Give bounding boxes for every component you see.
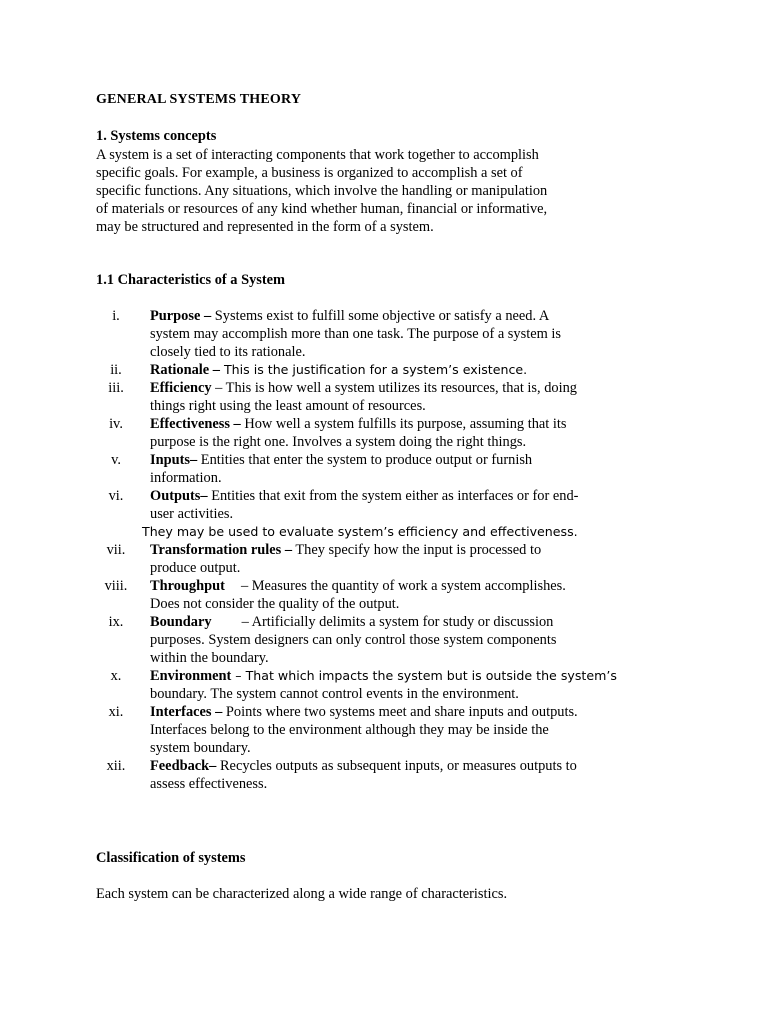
- list-item-text: – That which impacts the system but is outside the system’s: [231, 668, 617, 683]
- list-item: [96, 415, 616, 451]
- list-item: [96, 703, 616, 757]
- list-item: [96, 487, 616, 523]
- list-item-text: This is the justification for a system’s existence.: [219, 362, 528, 377]
- list-item-text: assess effectiveness.: [150, 776, 268, 792]
- list-item: [96, 379, 616, 415]
- list-item-body: [150, 487, 616, 523]
- list-item: [96, 307, 616, 361]
- outputs-note: They may be used to evaluate system’s efficiency and effectiveness.: [142, 524, 578, 539]
- list-item-term: Effectiveness –: [150, 416, 241, 432]
- list-item-text: within the boundary.: [150, 650, 269, 666]
- paragraph-line: Each system can be characterized along a wide range of characteristics.: [96, 886, 508, 902]
- list-item-term: Purpose –: [150, 308, 212, 324]
- list-item-body: [150, 613, 616, 667]
- list-item: [96, 757, 616, 793]
- list-item-term: Inputs–: [150, 452, 198, 468]
- list-item-text: – Measures the quantity of work a system accomplishes.: [240, 578, 566, 594]
- list-item-body: [150, 541, 616, 577]
- document-title: GENERAL SYSTEMS THEORY: [96, 92, 302, 107]
- list-item-term: Efficiency: [150, 380, 212, 396]
- list-item-text: Points where two systems meet and share inputs and outputs.: [222, 704, 578, 720]
- list-item-number: i.: [112, 308, 120, 324]
- list-item-number: x.: [110, 668, 122, 684]
- list-item-text: They specify how the input is processed to: [292, 542, 542, 558]
- list-item: [96, 577, 616, 613]
- list-item-number: v.: [111, 452, 121, 468]
- list-item-text: Entities that exit from the system either as interfaces or for end-: [207, 488, 579, 504]
- list-item-term: Interfaces –: [150, 704, 223, 720]
- list-item: [96, 667, 616, 703]
- list-item: [96, 613, 616, 667]
- list-item-body: [150, 757, 616, 793]
- section-heading-classification: Classification of systems: [96, 850, 246, 866]
- section-heading-characteristics: 1.1 Characteristics of a System: [96, 272, 286, 288]
- list-item-number: iv.: [109, 416, 123, 432]
- list-item-body: [150, 307, 616, 361]
- list-item-term: Transformation rules –: [150, 542, 293, 558]
- list-item-number: iii.: [108, 380, 124, 396]
- list-item-body: [150, 703, 616, 757]
- list-item-term: Throughput: [150, 578, 225, 594]
- list-item-number: ix.: [108, 614, 124, 630]
- list-item-text: How well a system fulfills its purpose, assuming that its: [240, 416, 567, 432]
- list-item-body: [150, 361, 616, 379]
- list-item-text: Does not consider the quality of the output.: [150, 596, 400, 612]
- paragraph-line: may be structured and represented in the form of a system.: [96, 219, 434, 235]
- list-item-term: Boundary: [150, 614, 212, 630]
- list-item-number: xi.: [108, 704, 124, 720]
- list-item-text: – This is how well a system utilizes its resources, that is, doing: [211, 380, 578, 396]
- list-item-term: Rationale –: [150, 362, 220, 378]
- list-item-text: Systems exist to fulfill some objective or satisfy a need. A: [211, 308, 550, 324]
- list-item-number: vii.: [106, 542, 126, 558]
- list-item-text: purpose is the right one. Involves a system doing the right things.: [150, 434, 527, 450]
- list-item-text: produce output.: [150, 560, 241, 576]
- list-item-text: boundary. The system cannot control events in the environment.: [150, 686, 519, 702]
- paragraph-line: specific functions. Any situations, which involve the handling or manipulation: [96, 183, 548, 199]
- list-item-text: user activities.: [150, 506, 234, 522]
- systems-concepts-paragraph: [96, 146, 596, 236]
- list-item: [96, 541, 616, 577]
- list-item-text: Interfaces belong to the environment although they may be inside the: [150, 722, 549, 738]
- list-item-body: [150, 577, 616, 613]
- list-item-text: closely tied to its rationale.: [150, 344, 306, 360]
- list-item-term: Environment: [150, 668, 232, 684]
- list-item-text: information.: [150, 470, 222, 486]
- section-heading-systems-concepts: 1. Systems concepts: [96, 128, 217, 144]
- list-item-text: purposes. System designers can only control those system components: [150, 632, 557, 648]
- paragraph-line: specific goals. For example, a business is organized to accomplish a set of: [96, 165, 523, 181]
- list-item-number: viii.: [104, 578, 128, 594]
- list-item-text: system may accomplish more than one task. The purpose of a system is: [150, 326, 561, 342]
- list-item-body: [150, 667, 616, 703]
- list-item-text: Entities that enter the system to produce output or furnish: [197, 452, 533, 468]
- characteristics-list: [96, 307, 616, 793]
- paragraph-line: A system is a set of interacting components that work together to accomplish: [96, 147, 539, 163]
- list-item-number: ii.: [110, 362, 122, 378]
- list-item-body: [150, 451, 616, 487]
- list-item-text: Recycles outputs as subsequent inputs, or measures outputs to: [216, 758, 577, 774]
- classification-paragraph: [96, 885, 596, 903]
- list-item-text: system boundary.: [150, 740, 251, 756]
- list-item-text: – Artificially delimits a system for study or discussion: [241, 614, 554, 630]
- list-item-number: vi.: [108, 488, 124, 504]
- list-item-text: things right using the least amount of resources.: [150, 398, 426, 414]
- list-item-body: [150, 415, 616, 451]
- list-item: [96, 361, 616, 379]
- list-item-term: Outputs–: [150, 488, 208, 504]
- list-item: [96, 451, 616, 487]
- paragraph-line: of materials or resources of any kind whether human, financial or informative,: [96, 201, 548, 217]
- list-item-term: Feedback–: [150, 758, 217, 774]
- list-item-body: [150, 379, 616, 415]
- list-item-number: xii.: [106, 758, 126, 774]
